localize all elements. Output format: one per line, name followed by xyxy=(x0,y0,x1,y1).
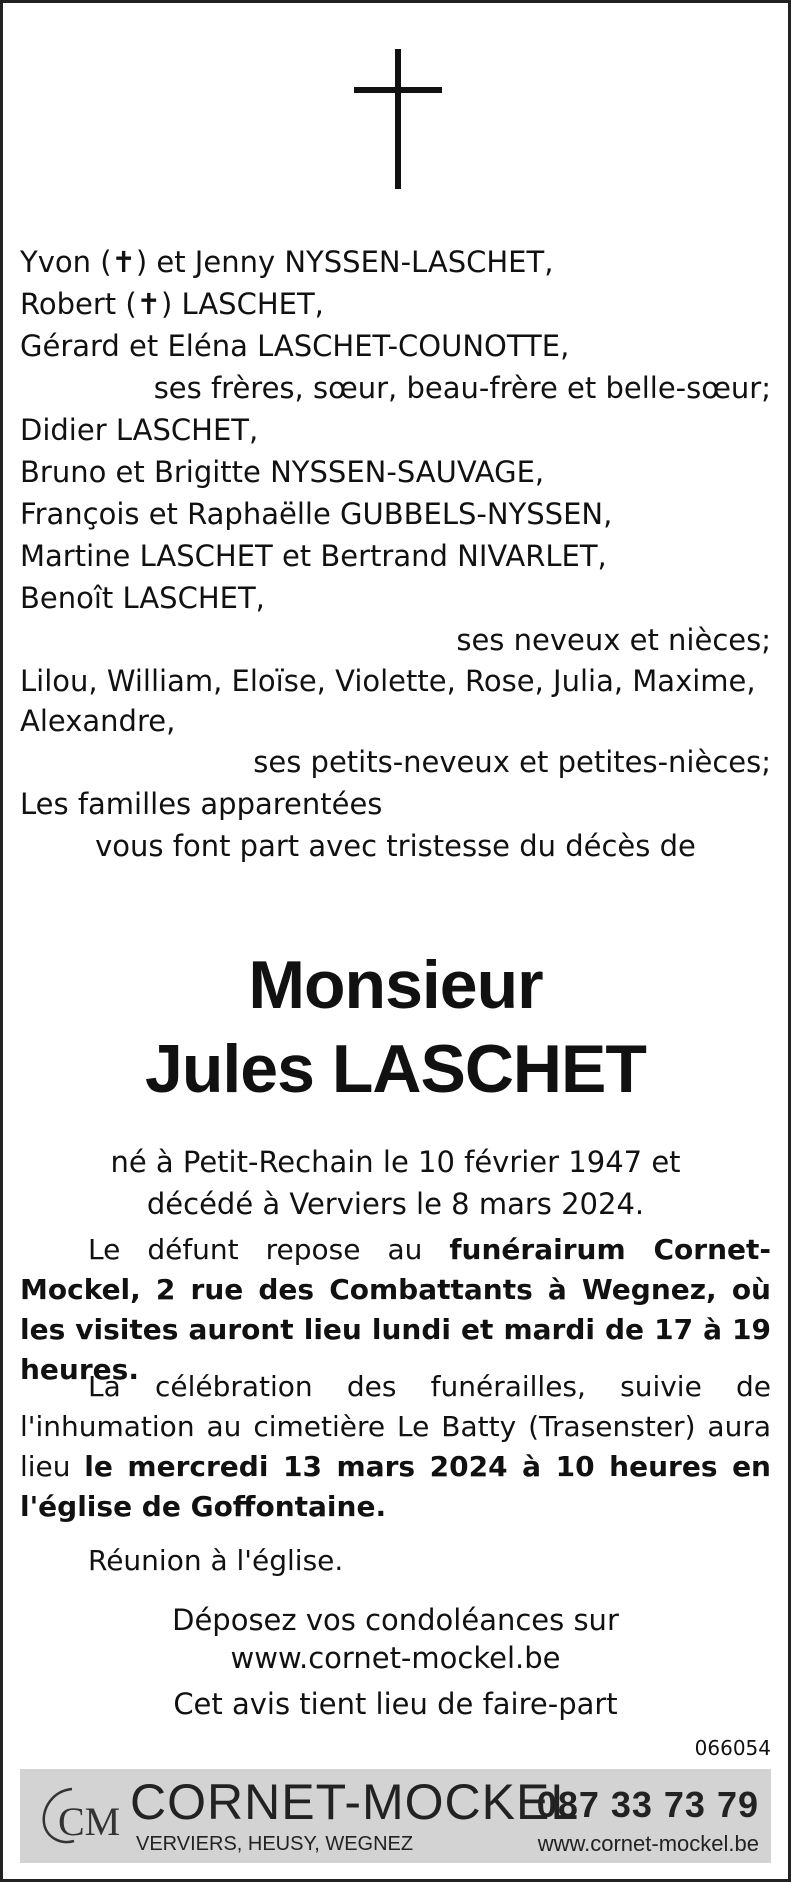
condolences-block xyxy=(20,1601,771,1677)
family-line: Robert (✝) LASCHET, xyxy=(20,287,324,321)
cm-logo-icon xyxy=(32,1779,121,1853)
relation-line: ses petits-neveux et petites-nièces; xyxy=(253,745,771,779)
locations: VERVIERS, HEUSY, WEGNEZ xyxy=(136,1833,414,1855)
condolences-url[interactable]: www.cornet-mockel.be xyxy=(230,1641,561,1675)
family-line: Benoît LASCHET, xyxy=(20,581,265,615)
dates-block xyxy=(20,1141,771,1225)
meeting-paragraph: Réunion à l'église. xyxy=(88,1544,344,1577)
family-line: Les familles apparentées xyxy=(20,787,383,821)
family-line: Gérard et Eléna LASCHET-COUNOTTE, xyxy=(20,329,570,363)
relation-line: ses neveux et nièces; xyxy=(456,623,771,657)
dagger-icon: ✝ xyxy=(136,287,161,321)
birth-line: né à Petit-Rechain le 10 février 1947 et xyxy=(110,1145,681,1179)
funeral-home-banner xyxy=(20,1769,771,1863)
phone-number: 087 33 73 79 xyxy=(536,1784,759,1825)
funeral-paragraph: La célébration des funérailles, suivie de l'inhumation au cimetière Le Batty (Trasenster) aura lieu le mercredi 13 mars 2024 à 10 heures en l'église de Goffontaine. xyxy=(20,1370,771,1523)
announcement-line: vous font part avec tristesse du décès de xyxy=(95,829,696,863)
dagger-icon: ✝ xyxy=(111,245,136,279)
deceased-title: Monsieur xyxy=(248,947,543,1023)
family-line: François et Raphaëlle GUBBELS-NYSSEN, xyxy=(20,497,613,531)
family-line: Bruno et Brigitte NYSSEN-SAUVAGE, xyxy=(20,455,545,489)
family-list xyxy=(20,241,771,867)
latin-cross-icon xyxy=(354,49,442,189)
website-link[interactable]: www.cornet-mockel.be xyxy=(537,1831,759,1856)
death-line: décédé à Verviers le 8 mars 2024. xyxy=(146,1187,645,1221)
svg-text:CM: CM xyxy=(58,1799,121,1844)
relation-line: ses frères, sœur, beau-frère et belle-sœur; xyxy=(153,371,771,405)
family-line: Lilou, William, Eloïse, Violette, Rose, Julia, Maxime, Alexandre, xyxy=(20,664,756,738)
visitation-paragraph: Le défunt repose au funérairum Cornet-Mockel, 2 rue des Combattants à Wegnez, où les visites auront lieu lundi et mardi de 17 à 19 heures. xyxy=(20,1233,771,1386)
family-line: Didier LASCHET, xyxy=(20,413,259,447)
deceased-name: Jules LASCHET xyxy=(145,1031,646,1107)
condolences-text: Déposez vos condoléances sur xyxy=(172,1603,619,1637)
family-line: Yvon (✝) et Jenny NYSSEN-LASCHET, xyxy=(20,245,554,279)
funeral-home-name: CORNET-MOCKEL xyxy=(130,1774,580,1830)
reference-number: 066054 xyxy=(694,1736,771,1760)
family-line: Martine LASCHET et Bertrand NIVARLET, xyxy=(20,539,607,573)
deceased-name-block xyxy=(3,943,788,1111)
faire-part-note: Cet avis tient lieu de faire-part xyxy=(173,1687,618,1721)
